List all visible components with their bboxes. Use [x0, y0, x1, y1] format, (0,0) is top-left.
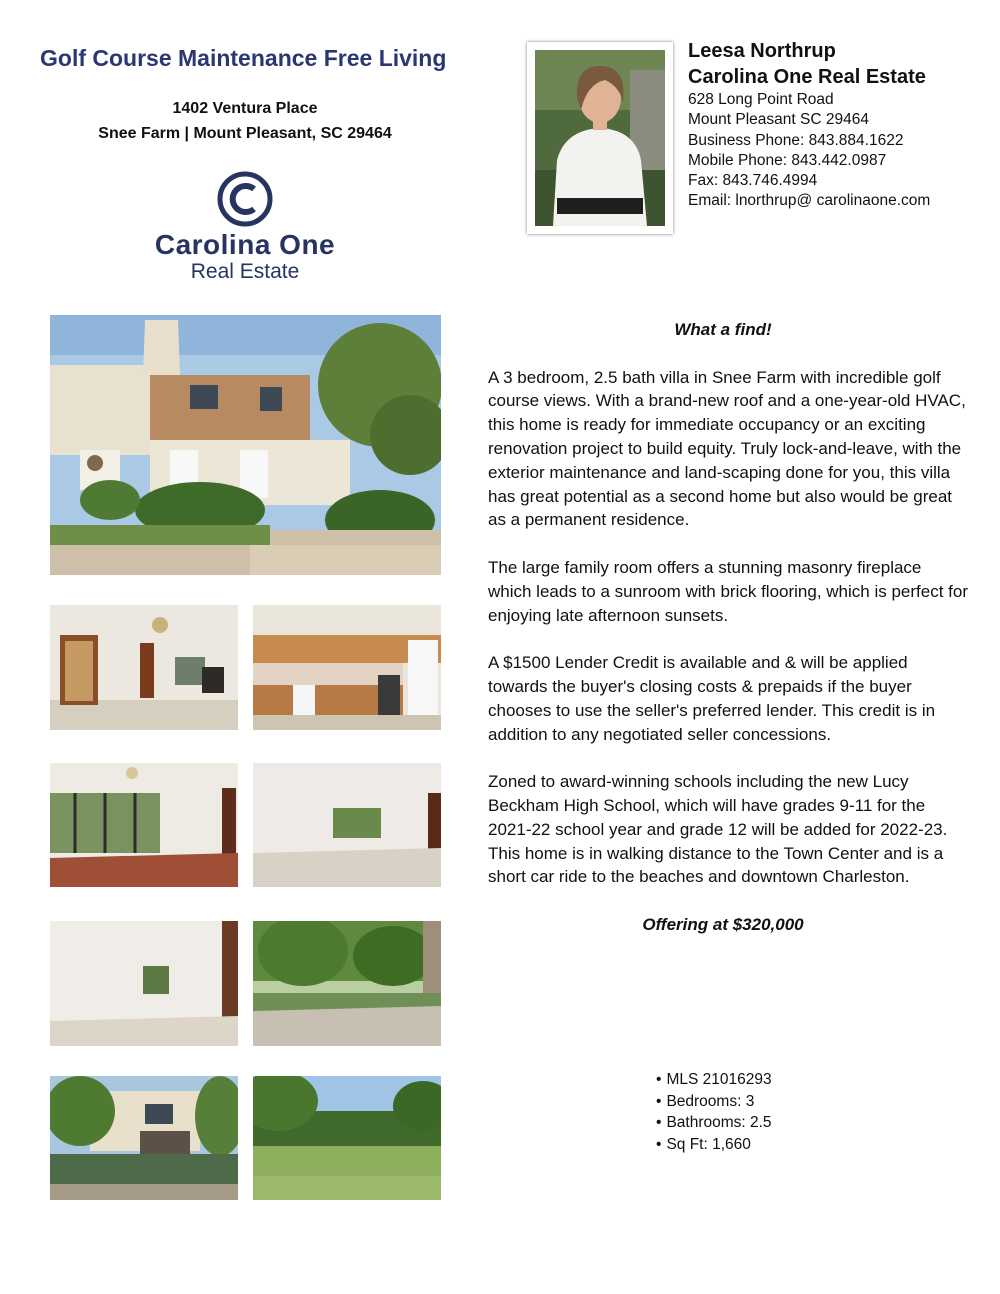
agent-company: Carolina One Real Estate	[688, 66, 926, 88]
address-street: 1402 Ventura Place	[172, 100, 318, 117]
bedroom-2-photo	[50, 921, 238, 1046]
carolina-one-logo	[140, 170, 350, 295]
exterior-rear-photo	[50, 1076, 238, 1200]
golf-course-view-photo	[253, 1076, 441, 1200]
listing-description	[488, 318, 968, 961]
agent-contact	[688, 38, 988, 212]
agent-portrait-image	[535, 50, 665, 226]
kitchen-photo	[253, 605, 441, 730]
property-facts-list	[656, 1069, 906, 1155]
agent-name: Leesa Northrup	[688, 40, 836, 62]
logo-wordmark: Carolina One	[154, 229, 336, 260]
bedroom-photo	[253, 763, 441, 887]
listing-paragraph: A 3 bedroom, 2.5 bath villa in Snee Farm with incredible golf course views. With a brand-new roof and a one-year-old HVAC, this home is ready for immediate occupancy or an exciting renovation project to build equity. Truly lock-and-leave, with the exterior maintenance and land-scaping done for you, this villa has great potential as a second home but also would be great as a permanent residence.	[488, 367, 966, 530]
listing-paragraph: Zoned to award-winning schools including the new Lucy Beckham High School, which will have grades 9-11 for the 2021-22 school year and grade 12 will be added for 2022-23. This home is in walking distance to the Town Center and is a short car ride to the beaches and downtown Charleston.	[488, 772, 948, 887]
offer-price: Offering at $320,000	[642, 914, 804, 934]
listing-paragraph: The large family room offers a stunning masonry fireplace which leads to a sunroom with brick flooring, which is perfect for enjoying late afternoon sunsets.	[488, 557, 968, 625]
agent-street: 628 Long Point Road	[688, 91, 834, 108]
fact-mls: • MLS 21016293	[656, 1069, 906, 1091]
logo-subtitle: Real Estate	[190, 260, 300, 283]
exterior-front-photo	[50, 315, 441, 575]
listing-paragraph: A $1500 Lender Credit is available and & will be applied towards the buyer's closing costs & prepaids if the buyer chooses to use the seller's preferred lender. This credit is in addition to any negotiated seller concessions.	[488, 653, 936, 744]
agent-fax: Fax: 843.746.4994	[688, 172, 818, 190]
address-area: Snee Farm | Mount Pleasant, SC 29464	[98, 125, 392, 142]
sunroom-photo	[50, 763, 238, 887]
flyer-title: Golf Course Maintenance Free Living	[40, 45, 447, 71]
agent-mobile-phone: Mobile Phone: 843.442.0987	[688, 151, 887, 169]
agent-business-phone: Business Phone: 843.884.1622	[688, 131, 904, 149]
fact-square-feet: • Sq Ft: 1,660	[656, 1134, 906, 1156]
listing-headline: What a find!	[674, 320, 772, 339]
agent-photo	[527, 42, 673, 234]
agent-city: Mount Pleasant SC 29464	[688, 111, 869, 129]
copyright-c-icon	[216, 170, 274, 228]
patio-photo	[253, 921, 441, 1046]
agent-email: Email: lnorthrup@ carolinaone.com	[688, 192, 931, 210]
fact-bathrooms: • Bathrooms: 2.5	[656, 1112, 906, 1134]
fact-bedrooms: • Bedrooms: 3	[656, 1091, 906, 1113]
property-address	[40, 96, 450, 146]
living-room-photo	[50, 605, 238, 730]
